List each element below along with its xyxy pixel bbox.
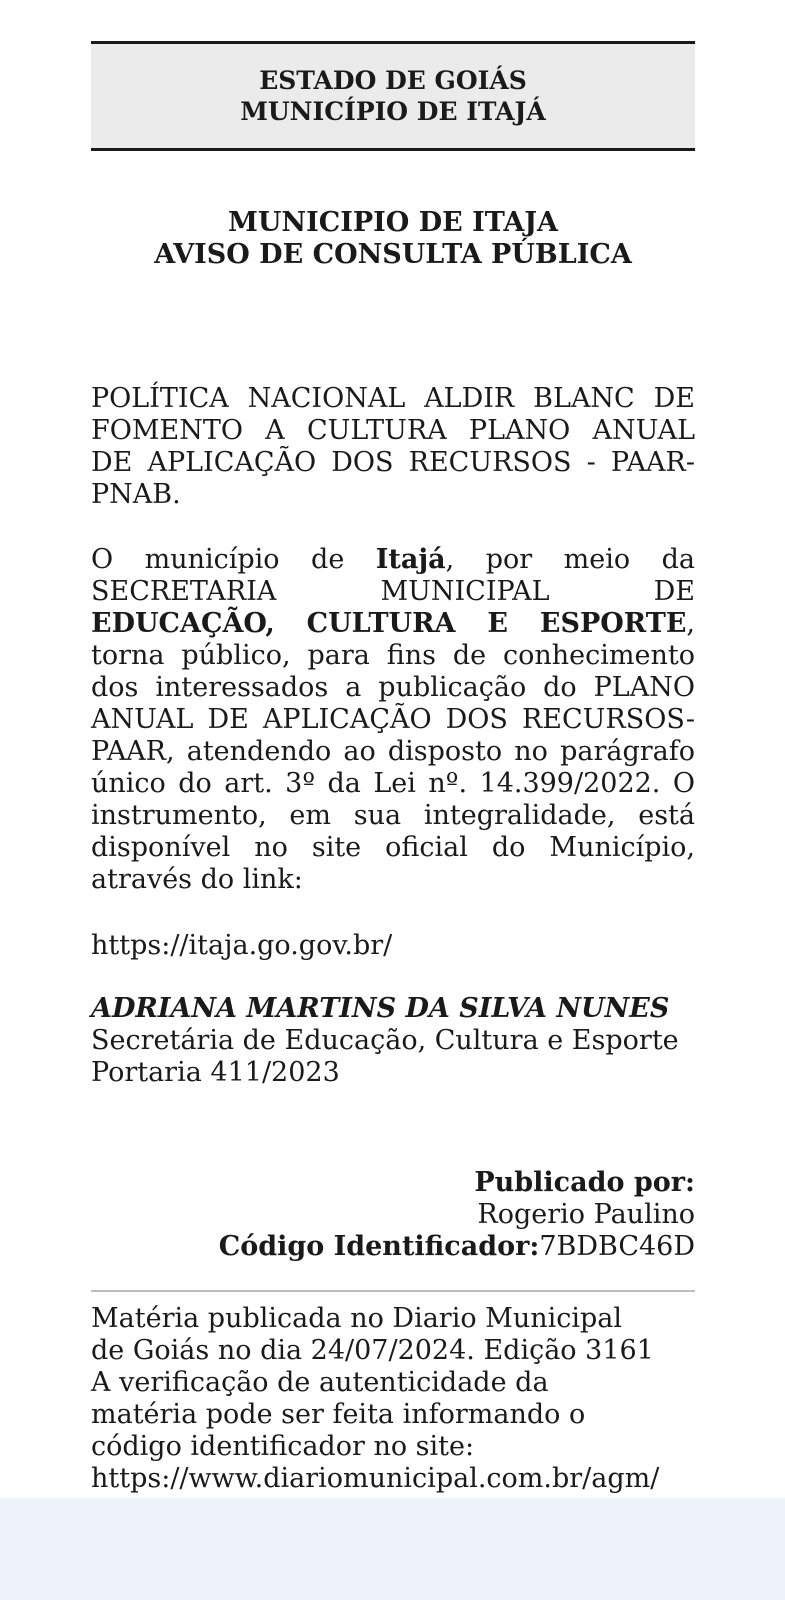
secretariat-line: SECRETARIA MUNICIPAL DE	[91, 576, 695, 607]
state-name: ESTADO DE GOIÁS	[259, 66, 527, 95]
policy-heading	[91, 383, 695, 511]
title-notice: AVISO DE CONSULTA PÚBLICA	[154, 239, 632, 270]
secretariat-name-line	[91, 608, 695, 640]
secretariat-name-bold: EDUCAÇÃO, CULTURA E ESPORTE	[91, 608, 687, 639]
published-by-label: Publicado por:	[474, 1167, 695, 1198]
signature-block	[91, 993, 695, 1089]
footer-divider	[91, 1290, 695, 1292]
footer-line-2: de Goiás no dia 24/07/2024. Edição 3161	[91, 1335, 654, 1366]
municipality-name: MUNICÍPIO DE ITAJÁ	[240, 97, 546, 126]
policy-line-1: POLÍTICA NACIONAL ALDIR BLANC DE	[91, 383, 695, 414]
identifier-code-label: Código Identificador:	[218, 1231, 540, 1262]
policy-line-3: DE APLICAÇÃO DOS RECURSOS - PAAR-	[91, 447, 695, 478]
publisher-block	[91, 1167, 695, 1263]
identifier-code-line	[91, 1231, 695, 1263]
paragraph-line-1	[91, 544, 695, 576]
paragraph-text-1: O município de	[91, 544, 376, 575]
state-header	[91, 41, 695, 151]
title-municipality: MUNICIPIO DE ITAJA	[227, 207, 559, 238]
municipal-site-link[interactable]: https://itaja.go.gov.br/	[91, 930, 393, 961]
footer-line-3: A verificação de autenticidade da	[91, 1367, 549, 1398]
published-by-name: Rogerio Paulino	[477, 1199, 695, 1230]
signatory-ordinance: Portaria 411/2023	[91, 1057, 340, 1088]
policy-line-4: PNAB.	[91, 479, 181, 510]
notice-paragraph	[91, 544, 695, 896]
bottom-strip	[0, 1498, 785, 1600]
secretariat-comma: ,	[686, 608, 695, 639]
identifier-code: 7BDBC46D	[539, 1231, 695, 1262]
signatory-role: Secretária de Educação, Cultura e Esporte	[91, 1025, 679, 1056]
footer-line-5: código identificador no site:	[91, 1431, 475, 1462]
policy-line-2: FOMENTO A CULTURA PLANO ANUAL	[91, 415, 695, 446]
paragraph-body: torna público, para fins de conhecimento dos interessados a publicação do PLANO ANUAL DE APLICAÇÃO DOS RECURSOS-PAAR, atendendo ao disposto no parágrafo único do art. 3º da Lei nº. 14.399/2022. O instrumento, em sua integralidade, está disponível no site oficial do Município, através do link:	[91, 640, 695, 895]
verification-link[interactable]: https://www.diariomunicipal.com.br/agm/	[91, 1463, 660, 1494]
signatory-name: ADRIANA MARTINS DA SILVA NUNES	[91, 993, 670, 1024]
notice-title	[91, 207, 695, 271]
footer-line-1: Matéria publicada no Diario Municipal	[91, 1303, 623, 1334]
footer-line-4: matéria pode ser feita informando o	[91, 1399, 586, 1430]
publication-footer	[91, 1303, 711, 1495]
municipality-bold: Itajá	[375, 544, 446, 575]
paragraph-text-2: , por meio da	[445, 544, 695, 575]
